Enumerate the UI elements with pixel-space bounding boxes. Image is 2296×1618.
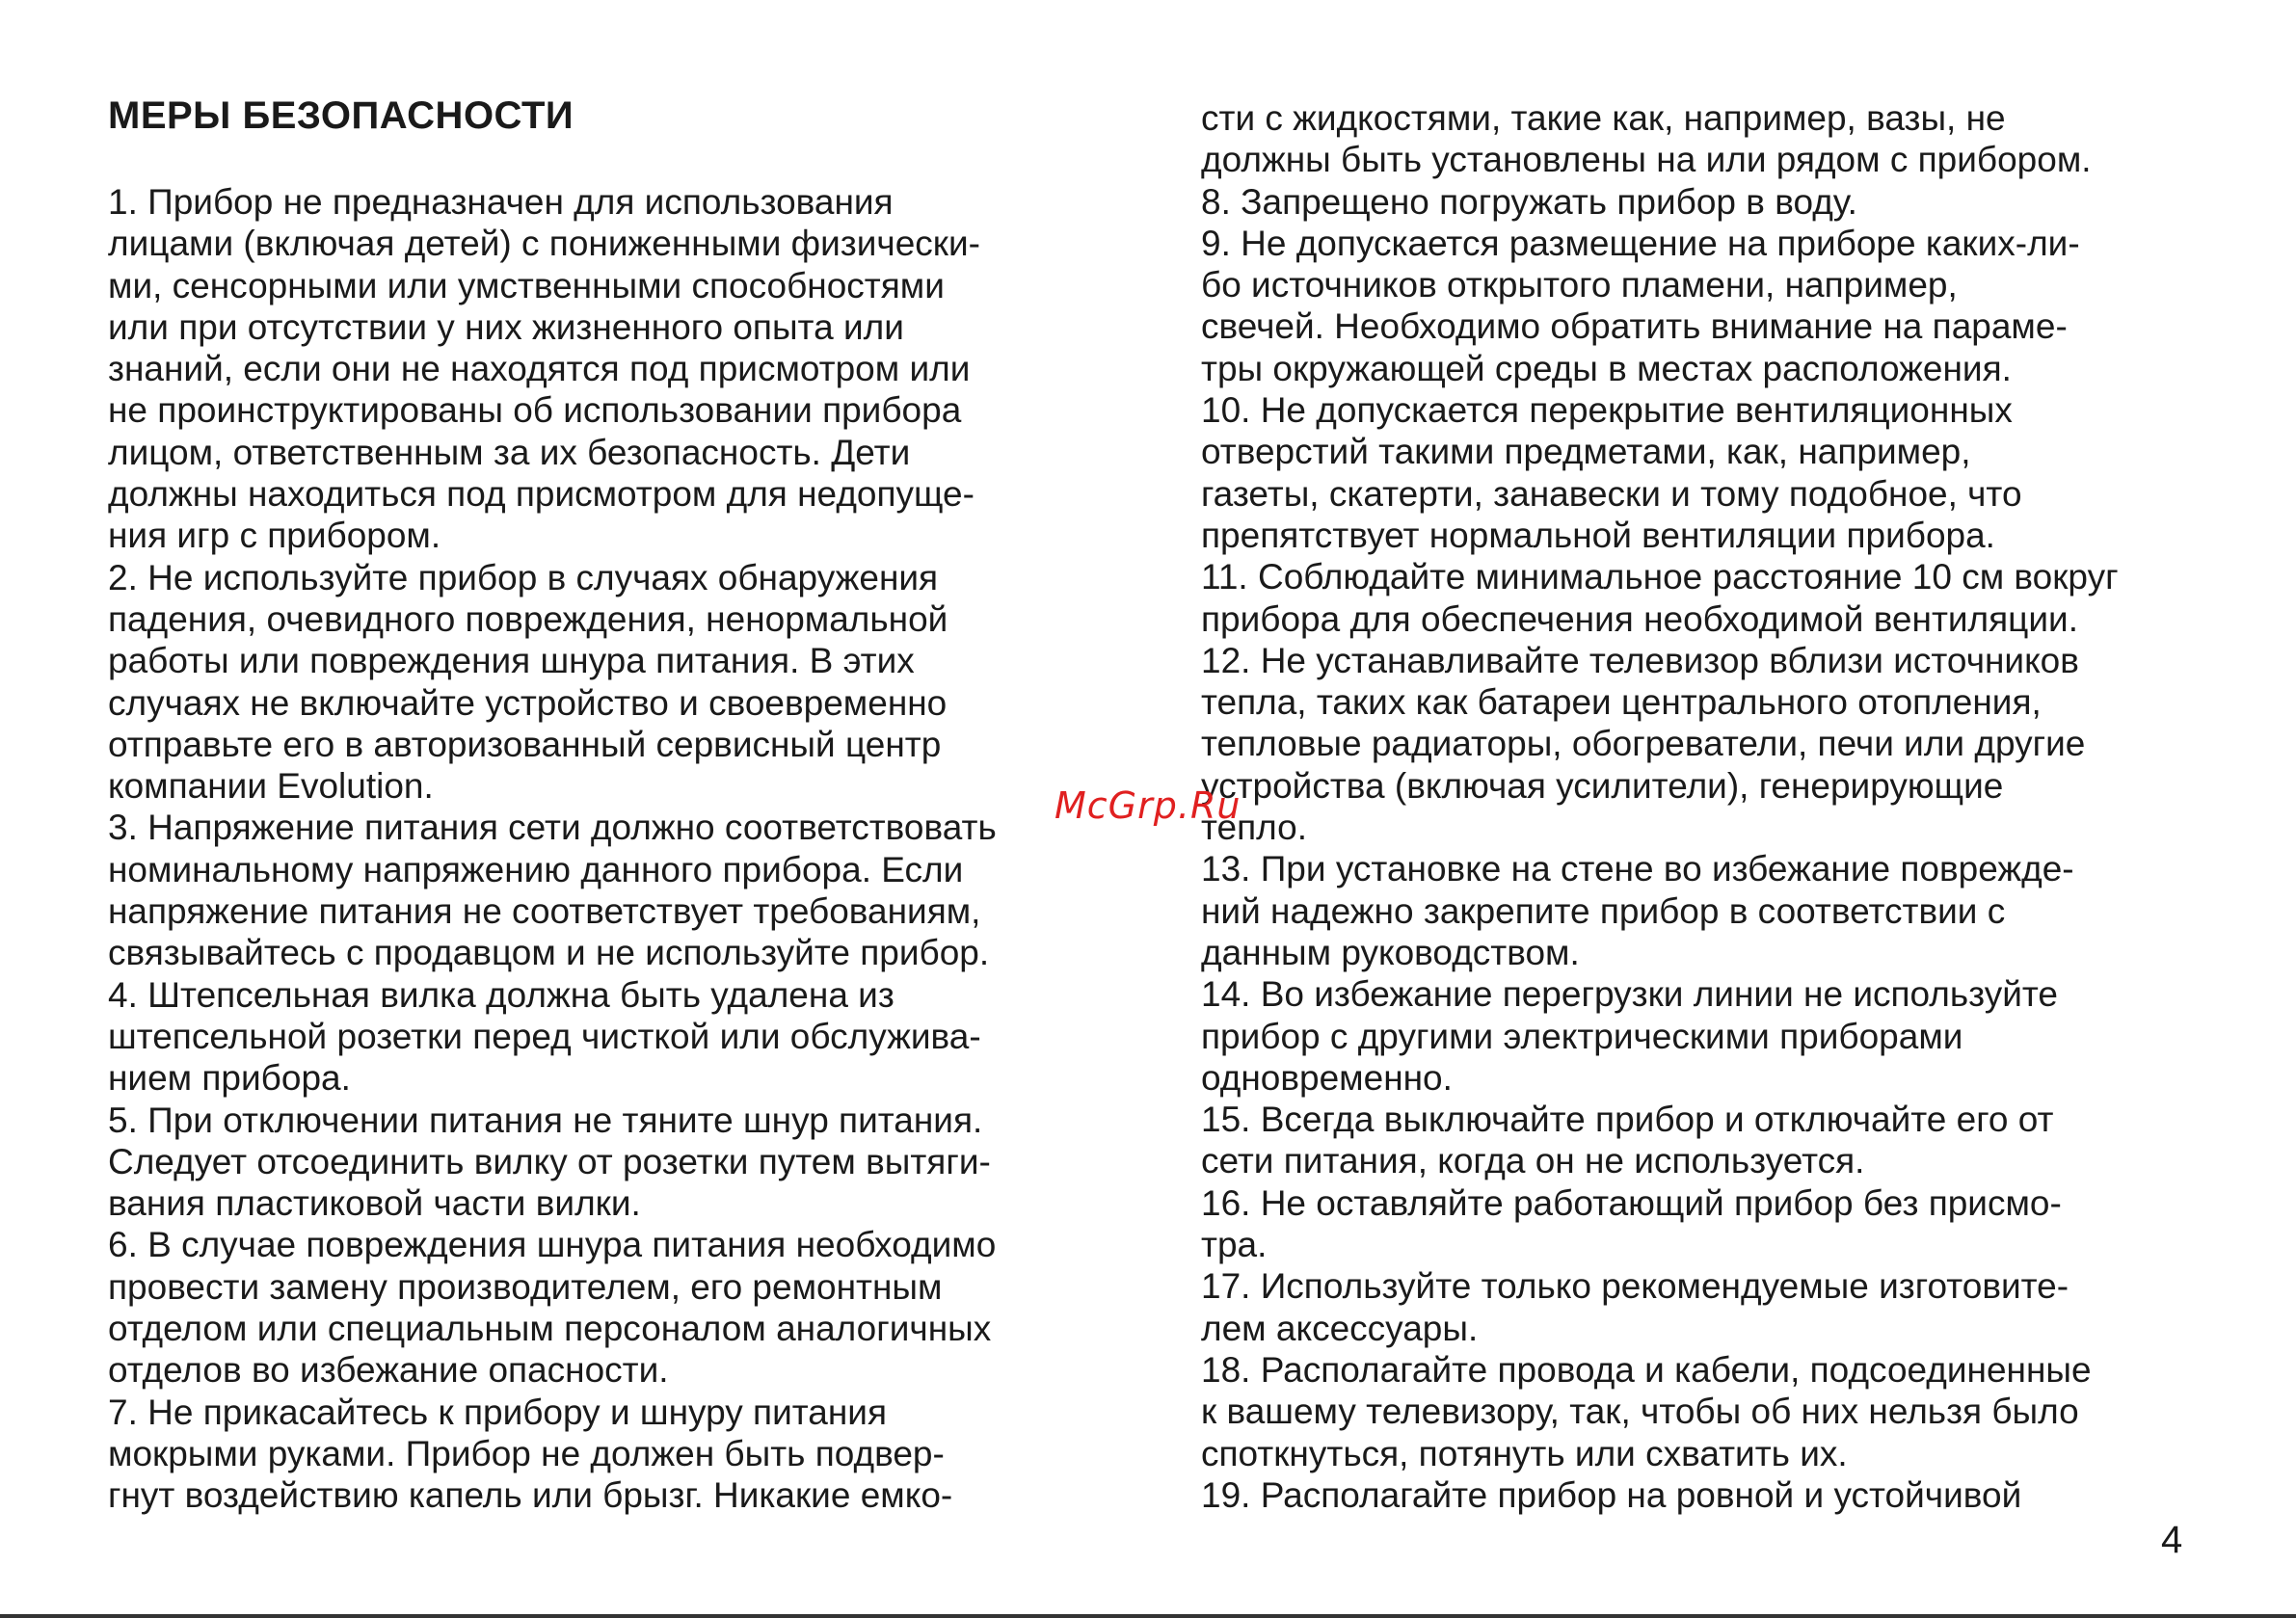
text-line: 7. Не прикасайтесь к прибору и шнуру питания — [108, 1392, 887, 1432]
text-line: одновременно. — [1201, 1057, 1453, 1098]
text-line: сети питания, когда он не используется. — [1201, 1141, 1865, 1181]
text-line: работы или повреждения шнура питания. В этих — [108, 641, 915, 681]
bottom-divider — [0, 1614, 2296, 1618]
page-heading: МЕРЫ БЕЗОПАСНОСТИ — [108, 94, 574, 137]
text-line: прибора для обеспечения необходимой вентиляции. — [1201, 598, 2078, 639]
text-line: знаний, если они не находятся под присмотром или — [108, 349, 971, 389]
text-line: тра. — [1201, 1225, 1268, 1265]
text-line: отправьте его в авторизованный сервисный центр — [108, 724, 942, 764]
left-column — [108, 181, 1130, 1517]
text-line: тепла, таких как батареи центрального отопления, — [1201, 682, 2042, 723]
text-line: лицом, ответственным за их безопасность. Дети — [108, 432, 911, 472]
watermark-text: McGrp.Ru — [1055, 784, 1241, 827]
text-line: 4. Штепсельная вилка должна быть удалена из — [108, 974, 894, 1015]
text-line: споткнуться, потянуть или схватить их. — [1201, 1433, 1848, 1473]
text-line: 15. Всегда выключайте прибор и отключайте его от — [1201, 1100, 2054, 1140]
text-line: нием прибора. — [108, 1058, 351, 1099]
text-line: данным руководством. — [1201, 932, 1580, 972]
text-line: напряжение питания не соответствует требованиям, — [108, 891, 981, 932]
text-line: связывайтесь с продавцом и не используйте прибор. — [108, 933, 990, 973]
text-line: не проинструктированы об использовании прибора — [108, 390, 962, 431]
text-line: падения, очевидного повреждения, ненормальной — [108, 598, 948, 639]
text-line: прибор с другими электрическими приборами — [1201, 1016, 1963, 1056]
text-line: 19. Располагайте прибор на ровной и устойчивой — [1201, 1474, 2022, 1515]
text-line: 6. В случае повреждения шнура питания необходимо — [108, 1225, 997, 1265]
text-line: штепсельной розетки перед чисткой или обслужива- — [108, 1016, 981, 1056]
text-line: 2. Не используйте прибор в случаях обнаружения — [108, 557, 939, 597]
text-line: устройства (включая усилители), генерирующие — [1201, 765, 2004, 806]
text-line: к вашему телевизору, так, чтобы об них нельзя было — [1201, 1392, 2079, 1432]
text-line: 3. Напряжение питания сети должно соответствовать — [108, 808, 997, 848]
text-line: провести замену производителем, его ремонтным — [108, 1266, 943, 1307]
right-column — [1201, 97, 2223, 1516]
text-line: ний надежно закрепите прибор в соответствии с — [1201, 890, 2006, 931]
text-line: или при отсутствии у них жизненного опыта или — [108, 306, 904, 347]
text-line: тры окружающей среды в местах расположения. — [1201, 348, 2012, 388]
text-line: газеты, скатерти, занавески и тому подобное, что — [1201, 473, 2022, 514]
text-line: отделом или специальным персоналом аналогичных — [108, 1309, 992, 1349]
text-line: гнут воздействию капель или брызг. Никакие емко- — [108, 1475, 953, 1516]
text-line: 13. При установке на стене во избежание поврежде- — [1201, 849, 2074, 889]
text-line: 18. Располагайте провода и кабели, подсоединенные — [1201, 1349, 2092, 1390]
text-line: 14. Во избежание перегрузки линии не используйте — [1201, 974, 2058, 1015]
text-line: 12. Не устанавливайте телевизор вблизи источников — [1201, 640, 2079, 680]
text-line: лем аксессуары. — [1201, 1308, 1479, 1348]
text-line: отделов во избежание опасности. — [108, 1350, 669, 1391]
text-line: 9. Не допускается размещение на приборе каких-ли- — [1201, 223, 2080, 263]
text-line: 10. Не допускается перекрытие вентиляционных — [1201, 390, 2013, 431]
text-line: номинальному напряжению данного прибора. Если — [108, 849, 964, 889]
text-line: свечей. Необходимо обратить внимание на параме- — [1201, 306, 2068, 347]
text-line: лицами (включая детей) с пониженными физически- — [108, 224, 980, 264]
text-line: ния игр с прибором. — [108, 516, 441, 556]
text-line: отверстий такими предметами, как, например, — [1201, 432, 1971, 472]
page-number: 4 — [2161, 1519, 2183, 1561]
text-line: 16. Не оставляйте работающий прибор без присмо- — [1201, 1182, 2062, 1223]
text-line: Следует отсоединить вилку от розетки путем вытяги- — [108, 1141, 991, 1181]
text-line: 17. Используйте только рекомендуемые изготовите- — [1201, 1266, 2069, 1307]
text-line: 5. При отключении питания не тяните шнур питания. — [108, 1100, 983, 1140]
text-line: 1. Прибор не предназначен для использования — [108, 182, 894, 222]
text-line: препятствует нормальной вентиляции прибора. — [1201, 515, 1995, 555]
text-line: случаях не включайте устройство и своевременно — [108, 682, 948, 723]
text-line: должны находиться под присмотром для недопуще- — [108, 474, 974, 515]
text-line: тепловые радиаторы, обогреватели, печи или другие — [1201, 724, 2086, 764]
text-line: 11. Соблюдайте минимальное расстояние 10 см вокруг — [1201, 557, 2119, 597]
text-line: компании Evolution. — [108, 766, 434, 807]
text-line: ми, сенсорными или умственными способностями — [108, 265, 945, 305]
text-line: должны быть установлены на или рядом с прибором. — [1201, 140, 2092, 180]
text-line: тепло. — [1201, 808, 1308, 848]
text-line: 8. Запрещено погружать прибор в воду. — [1201, 181, 1857, 222]
text-line: сти с жидкостями, такие как, например, вазы, не — [1201, 98, 2006, 138]
text-line: вания пластиковой части вилки. — [108, 1183, 641, 1224]
text-line: бо источников открытого пламени, например, — [1201, 265, 1958, 305]
text-line: мокрыми руками. Прибор не должен быть подвер- — [108, 1433, 945, 1473]
